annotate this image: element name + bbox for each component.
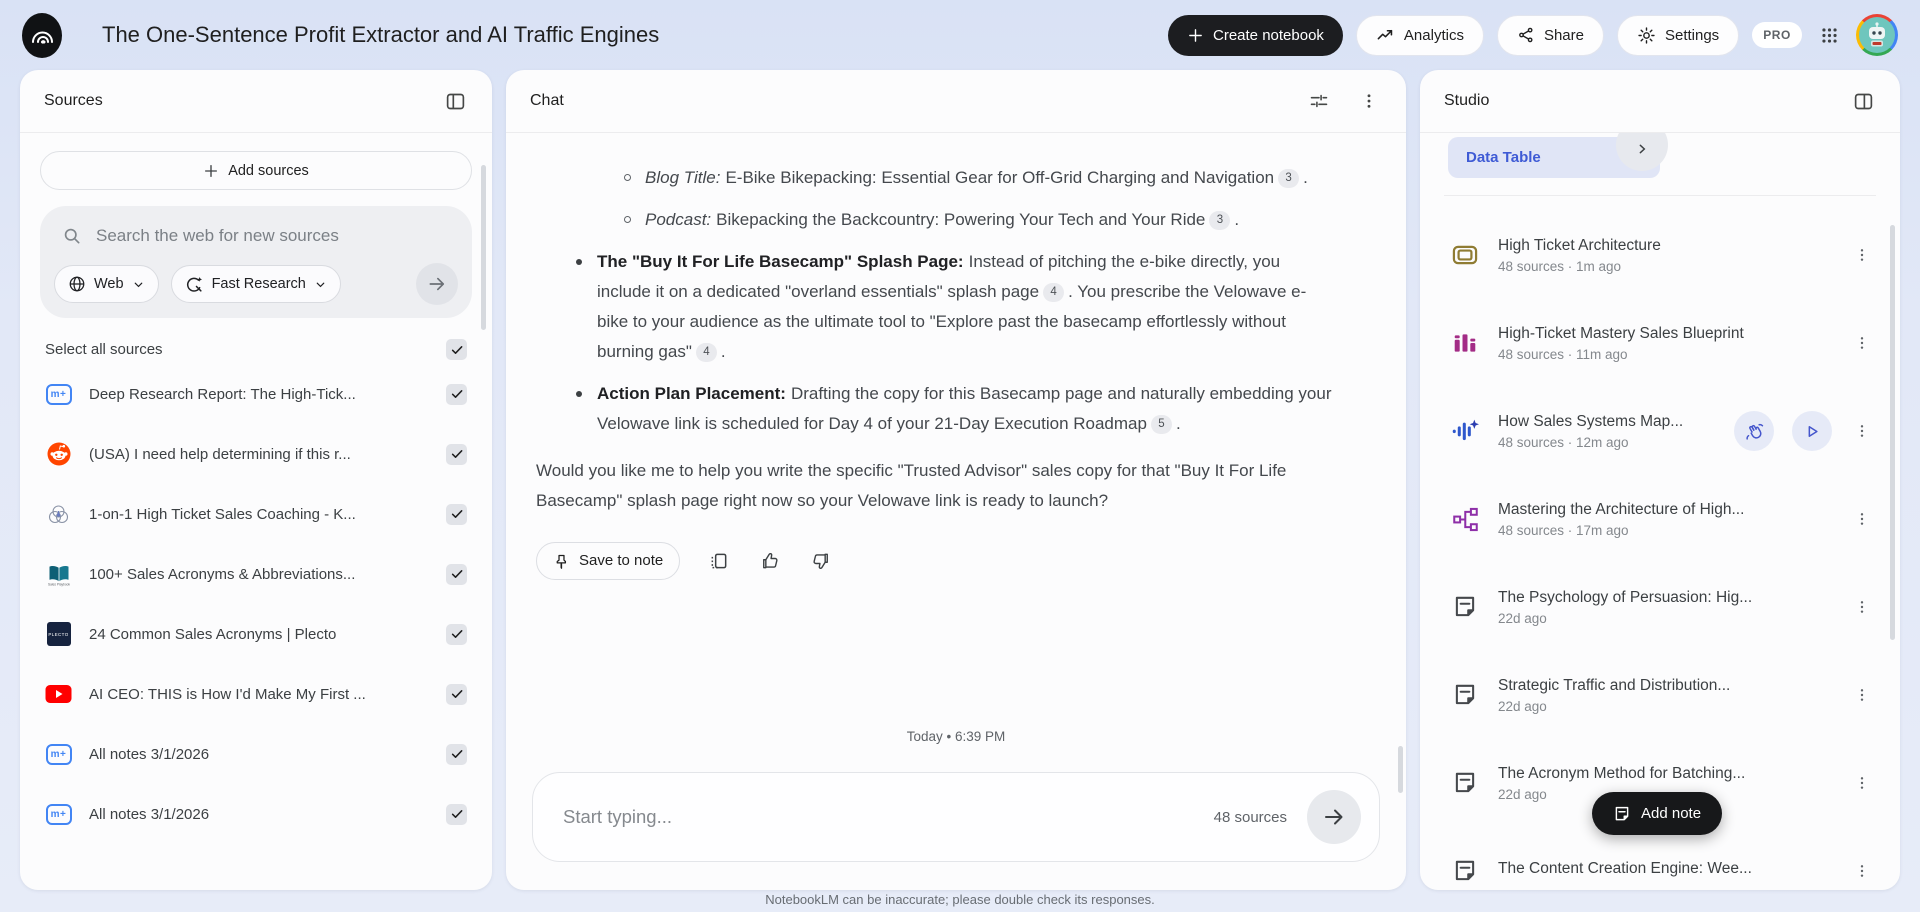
data-table-expand-button[interactable] [1616,133,1668,171]
save-to-note-button[interactable]: Save to note [536,542,680,580]
studio-item[interactable]: The Acronym Method for Batching... 22d ago [1420,739,1900,827]
source-checkbox[interactable] [446,444,467,465]
item-more-menu-icon[interactable] [1850,593,1874,621]
source-checkbox[interactable] [446,564,467,585]
add-note-button[interactable]: Add note [1592,792,1722,835]
source-checkbox[interactable] [446,804,467,825]
source-row[interactable]: (USA) I need help determining if this r... [20,424,492,484]
select-all-label: Select all sources [45,341,163,358]
svg-text:Sales Playbook: Sales Playbook [47,582,70,587]
item-more-menu-icon[interactable] [1850,857,1874,885]
chat-message-area[interactable] [506,133,1406,690]
youtube-icon [45,681,72,708]
studio-item[interactable]: The Psychology of Persuasion: Hig... 22d ago [1420,563,1900,651]
share-icon [1517,26,1535,44]
chat-panel [506,70,1406,890]
sources-count-label: 48 sources [1213,808,1287,826]
chevron-down-icon [132,278,145,291]
add-sources-button[interactable]: Add sources [40,151,472,190]
citation-chip[interactable]: 4 [1043,283,1064,302]
sources-scrollbar[interactable] [481,165,486,330]
studio-list-area [1420,133,1900,890]
citation-chip[interactable]: 4 [696,343,717,362]
web-search-card [40,206,472,318]
studio-item[interactable]: The Content Creation Engine: Wee... [1420,827,1900,890]
chat-bullet: The "Buy It For Life Basecamp" Splash Page: Instead of pitching the e-bike directly, you include it on a dedicated "overland essentials" splash page 4 . You prescribe the Velowave e-bike to your audience as the ultimate tool to "Explore past the basecamp effortlessly without burning gas" 4 . [536,247,1334,367]
plus-icon [203,163,219,179]
studio-item[interactable]: High-Ticket Mastery Sales Blueprint 48 sources · 11m ago [1420,299,1900,387]
reddit-icon [45,441,72,468]
hollow-bullet-icon [624,174,631,181]
settings-button[interactable]: Settings [1617,15,1739,56]
citation-chip[interactable]: 5 [1151,415,1172,434]
apps-grid-icon[interactable] [1815,21,1843,49]
avatar-robot-image [1859,17,1895,53]
chat-sub-bullet: Podcast: Bikepacking the Backcountry: Powering Your Tech and Your Ride 3 . [536,205,1334,235]
avatar[interactable] [1856,14,1898,56]
citation-chip[interactable]: 3 [1209,211,1230,230]
source-row[interactable]: m+ All notes 3/1/2026 [20,724,492,784]
note-source-icon: m+ [45,741,72,768]
note-source-icon: m+ [45,801,72,828]
bar-chart-icon [1450,328,1480,358]
sources-panel-header [20,70,492,133]
studio-panel-header [1420,70,1900,133]
studio-item[interactable]: How Sales Systems Map... 48 sources · 12m ago [1420,387,1900,475]
web-source-dropdown[interactable]: Web [54,265,159,303]
item-more-menu-icon[interactable] [1850,505,1874,533]
collapse-sources-panel-icon[interactable] [442,88,468,114]
citation-chip[interactable]: 3 [1278,169,1299,188]
source-row[interactable]: AI CEO: THIS is How I'd Make My First ... [20,664,492,724]
disclaimer-text: NotebookLM can be inaccurate; please double check its responses. [765,892,1155,907]
note-icon [1613,805,1631,823]
note-icon [1450,680,1480,710]
item-more-menu-icon[interactable] [1850,681,1874,709]
play-audio-button[interactable] [1792,411,1832,451]
chat-date-divider: Today • 6:39 PM [906,729,1006,744]
source-checkbox[interactable] [446,384,467,405]
item-more-menu-icon[interactable] [1850,417,1874,445]
thumbs-up-icon[interactable] [758,549,782,573]
chat-input-placeholder: Start typing... [563,806,672,827]
mindmap-icon [1450,504,1480,534]
audio-overview-icon [1450,416,1480,446]
chat-scrollbar[interactable] [1398,746,1403,793]
chat-panel-title: Chat [530,92,564,109]
pin-icon [553,553,570,570]
chat-settings-sliders-icon[interactable] [1306,88,1332,114]
gear-icon [1637,26,1656,45]
select-all-checkbox[interactable] [446,339,467,360]
chat-sub-bullet: Blog Title: E-Bike Bikepacking: Essential Gear for Off-Grid Charging and Navigation 3 . [536,163,1334,193]
copy-icon[interactable] [707,549,731,573]
item-more-menu-icon[interactable] [1850,241,1874,269]
chat-input[interactable] [532,772,1380,862]
studio-panel [1420,70,1900,890]
notebook-title[interactable]: The One-Sentence Profit Extractor and AI Traffic Engines [102,22,660,47]
source-checkbox[interactable] [446,504,467,525]
item-more-menu-icon[interactable] [1850,769,1874,797]
share-button[interactable]: Share [1497,15,1604,56]
note-icon [1450,592,1480,622]
chat-bullet: Action Plan Placement: Drafting the copy for this Basecamp page and naturally embedding your Velowave link is scheduled for Day 4 of your 21-Day Execution Roadmap 5 . [536,379,1334,439]
studio-scrollbar[interactable] [1890,225,1895,640]
source-checkbox[interactable] [446,744,467,765]
note-icon [1450,768,1480,798]
select-all-sources-row [20,318,492,364]
sources-panel [20,70,492,890]
studio-item[interactable]: High Ticket Architecture 48 sources · 1m ago [1420,211,1900,299]
note-icon [1450,856,1480,886]
website-favicon-circles-icon [45,501,72,528]
studio-items-list [1420,211,1900,890]
globe-icon [68,275,86,293]
search-icon [62,226,82,246]
source-checkbox[interactable] [446,684,467,705]
chat-panel-header [506,70,1406,133]
source-checkbox[interactable] [446,624,467,645]
notebooklm-logo-icon[interactable] [22,13,62,58]
sources-panel-title: Sources [44,92,103,109]
source-row[interactable]: m+ Deep Research Report: The High-Tick... [20,364,492,424]
search-sparkle-icon [185,275,204,294]
create-notebook-button[interactable]: Create notebook [1168,15,1343,56]
bullet-icon [576,391,582,397]
source-row[interactable]: Sales Playbook 100+ Sales Acronyms & Abbreviations... [20,544,492,604]
studio-item[interactable]: Strategic Traffic and Distribution... 22d ago [1420,651,1900,739]
search-options-row [54,263,458,305]
source-row[interactable]: PLECTO 24 Common Sales Acronyms | Plecto [20,604,492,664]
plus-icon [1187,27,1204,44]
analytics-button[interactable]: Analytics [1356,15,1484,56]
send-message-button[interactable] [1307,790,1361,844]
message-actions-row [536,542,1334,580]
bullet-icon [576,259,582,265]
chat-closing-paragraph: Would you like me to help you write the specific "Trusted Advisor" sales copy for that "Buy It For Life Basecamp" splash page right now so your Velowave link is ready to launch? [536,461,1287,510]
plecto-logo-icon: PLECTO [45,621,72,648]
book-icon [45,561,72,588]
chevron-down-icon [314,278,327,291]
search-input[interactable] [54,224,458,263]
flashcards-icon [1450,240,1480,270]
interactive-mode-button[interactable] [1734,411,1774,451]
studio-item[interactable]: Mastering the Architecture of High... 48 sources · 17m ago [1420,475,1900,563]
pro-badge: PRO [1752,22,1802,48]
studio-panel-title: Studio [1444,92,1490,109]
app-header [0,0,1920,70]
trending-up-icon [1376,26,1395,45]
hollow-bullet-icon [624,216,631,223]
chat-more-menu-icon[interactable] [1356,88,1382,114]
search-submit-button[interactable] [416,263,458,305]
note-source-icon: m+ [45,381,72,408]
source-row[interactable]: m+ All notes 3/1/2026 [20,784,492,844]
data-table-chip[interactable]: Data Table [1448,137,1660,178]
collapse-studio-panel-icon[interactable] [1850,88,1876,114]
thumbs-down-icon[interactable] [809,549,833,573]
research-mode-dropdown[interactable]: Fast Research [171,265,341,303]
item-more-menu-icon[interactable] [1850,329,1874,357]
search-placeholder: Search the web for new sources [96,226,339,245]
header-actions [1168,14,1898,56]
divider [1444,195,1876,196]
source-row[interactable]: 1-on-1 High Ticket Sales Coaching - K... [20,484,492,544]
